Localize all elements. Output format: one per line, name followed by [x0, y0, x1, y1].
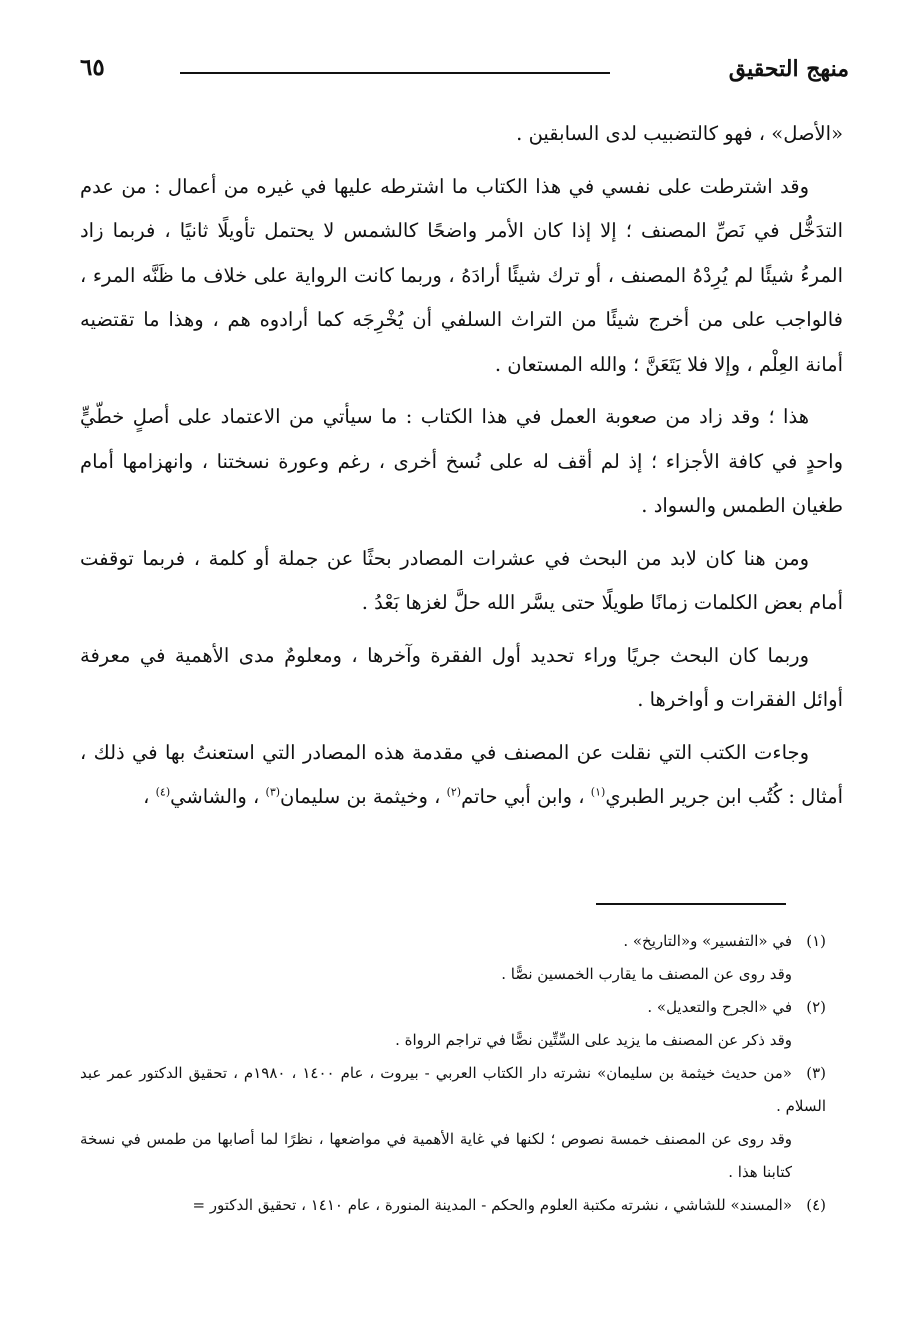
- footnote-ref-3[interactable]: (٣): [265, 785, 281, 799]
- footnote-ref-1[interactable]: (١): [590, 785, 606, 799]
- paragraph-6-part-a: وجاءت الكتب التي نقلت عن المصنف في مقدمة هذه المصادر التي استعنتُ بها في ذلك ، أمثال : كُتُب ابن جرير الطبري: [80, 740, 843, 808]
- page-header: [70, 52, 851, 92]
- footnote-ref-4[interactable]: (٤): [155, 785, 171, 799]
- paragraph-5: وربما كان البحث جريًا وراء تحديد أول الفقرة وآخرها ، ومعلومٌ مدى الأهمية في معرفة أوائل الفقرات و أواخرها .: [80, 643, 843, 711]
- footnote-2: [80, 991, 826, 1024]
- footnotes: [80, 925, 826, 1222]
- main-text: [80, 112, 843, 828]
- footnote-1: [80, 925, 826, 958]
- footnote-number: (٣): [806, 1064, 826, 1082]
- paragraph-2: وقد اشترطت على نفسي في هذا الكتاب ما اشترطه عليها في غيره من أعمال : من عدم التدَخُّل في نَصِّ المصنف ؛ إلا إذا كان الأمر واضحًا كالشمس لا يحتمل تأويلًا ثانيًا ، فربما زاد المرءُ شيئًا لم يُرِدْهُ المصنف ، أو ترك شيئًا أرادَهُ ، وربما كانت الرواية على خلاف ما ظَنَّه المرء ، فالواجب على من أخرج شيئًا من التراث السلفي أن يُخْرِجَه كما أرادوه هم ، وهذا ما تقتضيه أمانة العِلْم ، وإلا فلا يَتَعَنَّ ؛ والله المستعان .: [80, 174, 843, 376]
- running-title: منهج التحقيق: [728, 56, 849, 82]
- footnote-ref-2[interactable]: (٢): [446, 785, 462, 799]
- paragraph-6-part-b: ، وابن أبي حاتم: [461, 785, 585, 808]
- paragraph-6-part-e: ،: [143, 785, 150, 808]
- paragraph-6: [80, 731, 843, 820]
- footnote-text: في «الجرح والتعديل» .: [647, 998, 792, 1016]
- paragraph-1: «الأصل» ، فهو كالتضبيب لدى السابقين .: [516, 122, 843, 145]
- footnote-text: «من حديث خيثمة بن سليمان» نشرته دار الكتاب العربي - بيروت ، عام ١٤٠٠ ، ١٩٨٠م ، تحقيق الدكتور عمر عبد السلام .: [80, 1064, 826, 1115]
- footnote-4: [80, 1189, 826, 1222]
- footnote-1-note: وقد روى عن المصنف ما يقارب الخمسين نصًّا .: [501, 965, 792, 983]
- paragraph-4: ومن هنا كان لابد من البحث في عشرات المصادر بحثًا عن جملة أو كلمة ، فربما توقفت أمام بعض الكلمات زمانًا طويلًا حتى يسَّر الله حلَّ لغزها بَعْدُ .: [80, 546, 843, 614]
- paragraph-6-part-d: ، والشاشي: [170, 785, 260, 808]
- page-number: ٦٥: [80, 54, 105, 81]
- paragraph-6-part-c: ، وخيثمة بن سليمان: [280, 785, 441, 808]
- paragraph-3: هذا ؛ وقد زاد من صعوبة العمل في هذا الكتاب : ما سيأتي من الاعتماد على أصلٍ خطّيٍّ واحدٍ في كافة الأجزاء ؛ إذ لم أقف له على نُسخ أخرى ، رغم وعورة نسختنا ، وانهزامها أمام طغيان الطمس والسواد .: [80, 405, 843, 517]
- footnote-2-note: وقد ذكر عن المصنف ما يزيد على السِّتِّين نصًّا في تراجم الرواة .: [395, 1031, 792, 1049]
- header-rule: [180, 72, 610, 74]
- footnote-number: (١): [806, 932, 826, 950]
- footnote-3: [80, 1057, 826, 1123]
- footnote-separator: [596, 903, 786, 905]
- footnote-number: (٢): [806, 998, 826, 1016]
- footnote-text: «المسند» للشاشي ، نشرته مكتبة العلوم والحكم - المدينة المنورة ، عام ١٤١٠ ، تحقيق الدكتور =: [192, 1196, 792, 1214]
- footnote-3-note: وقد روى عن المصنف خمسة نصوص ؛ لكنها في غاية الأهمية في مواضعها ، نظرًا لما أصابها من طمس في نسخة كتابنا هذا .: [80, 1130, 792, 1181]
- footnote-number: (٤): [806, 1196, 826, 1214]
- footnote-text: في «التفسير» و«التاريخ» .: [623, 932, 792, 950]
